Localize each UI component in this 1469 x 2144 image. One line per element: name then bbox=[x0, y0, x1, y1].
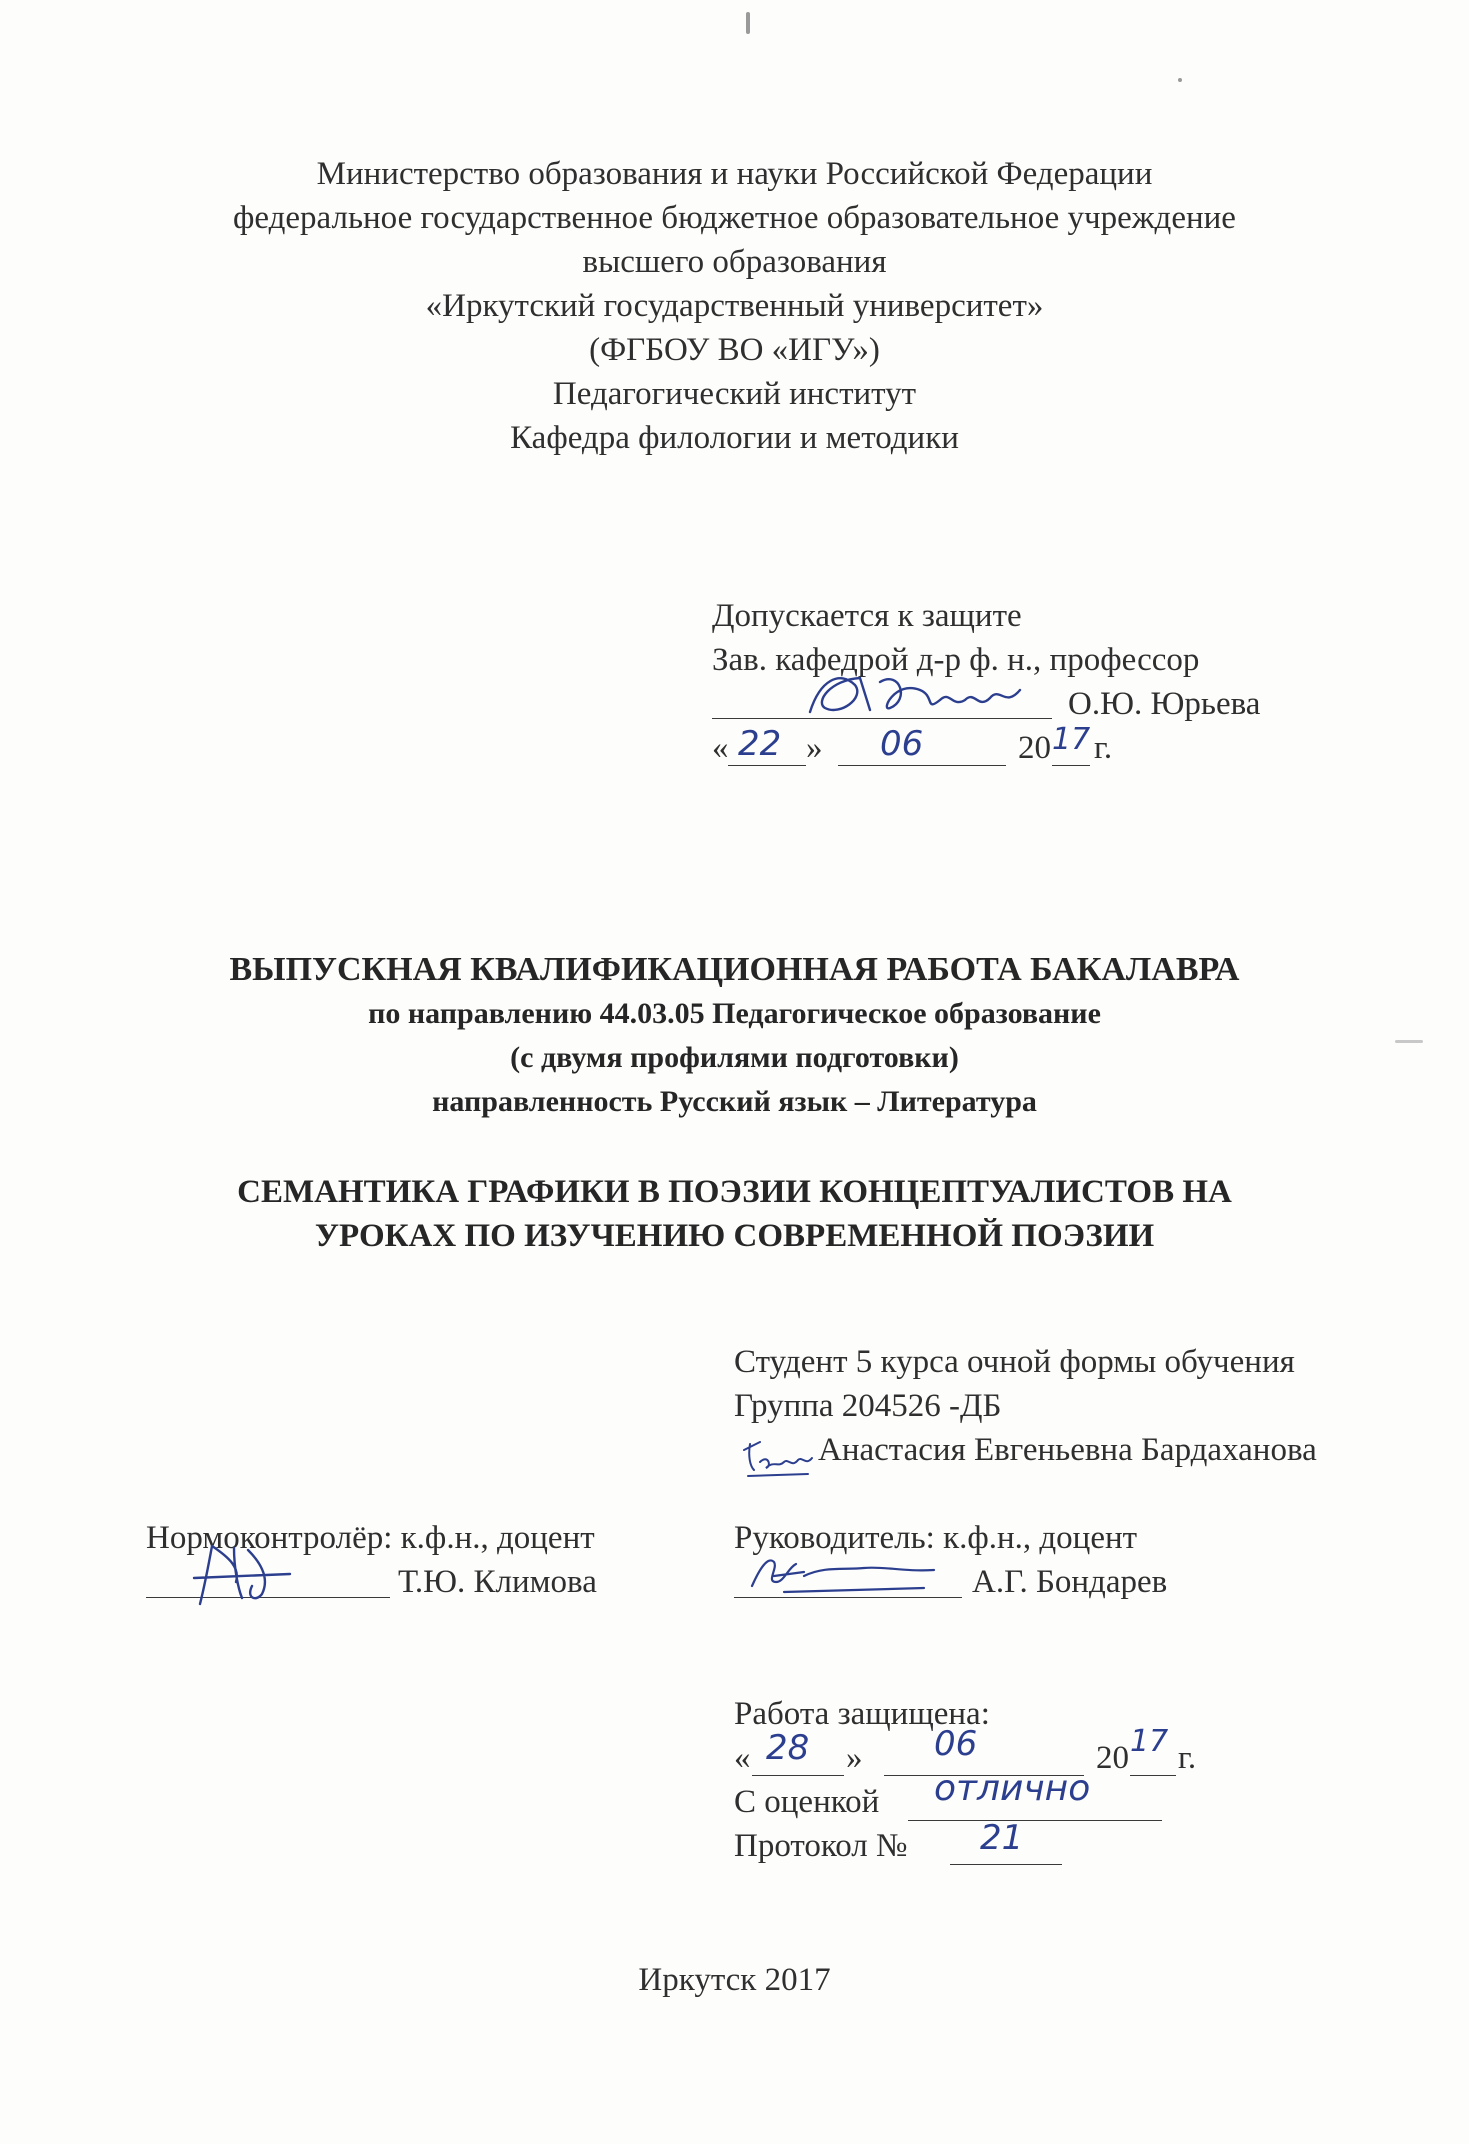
work-profiles: (с двумя профилями подготовки) bbox=[510, 1041, 959, 1074]
grade-value: отлично bbox=[934, 1768, 1091, 1809]
grade-line bbox=[908, 1820, 1162, 1821]
grade-label: С оценкой bbox=[734, 1784, 880, 1820]
work-type: ВЫПУСКНАЯ КВАЛИФИКАЦИОННАЯ РАБОТА БАКАЛАВРА bbox=[229, 951, 1240, 988]
admission-date-mid: » bbox=[806, 730, 823, 766]
student-signature bbox=[738, 1432, 818, 1480]
defense-date-open: « bbox=[734, 1740, 751, 1776]
admission-year-line bbox=[1052, 765, 1090, 766]
scan-speck bbox=[1178, 78, 1182, 82]
supervisor-name: А.Г. Бондарев bbox=[972, 1564, 1168, 1600]
topic-line-1: СЕМАНТИКА ГРАФИКИ В ПОЭЗИИ КОНЦЕПТУАЛИСТОВ НА bbox=[237, 1174, 1232, 1210]
admission-year-prefix: 20 bbox=[1018, 730, 1051, 766]
ministry-line: Министерство образования и науки Российской Федерации bbox=[316, 156, 1153, 192]
education-level-line: высшего образования bbox=[582, 244, 887, 280]
protocol-line bbox=[950, 1864, 1062, 1865]
supervisor-signature bbox=[744, 1548, 944, 1598]
scan-speck bbox=[746, 12, 750, 34]
admission-day: 22 bbox=[738, 724, 782, 764]
university-line: «Иркутский государственный университет» bbox=[425, 288, 1044, 324]
work-focus: направленность Русский язык – Литература bbox=[432, 1085, 1037, 1118]
student-course: Студент 5 курса очной формы обучения bbox=[734, 1344, 1295, 1380]
defense-year-prefix: 20 bbox=[1096, 1740, 1129, 1776]
admission-month: 06 bbox=[880, 724, 924, 764]
head-signature bbox=[800, 660, 1040, 730]
admission-year-suffix: 17 bbox=[1052, 722, 1091, 757]
city-year: Иркутск 2017 bbox=[638, 1962, 831, 1998]
normcontrol-title: Нормоконтролёр: к.ф.н., доцент bbox=[146, 1520, 595, 1556]
protocol-label: Протокол № bbox=[734, 1828, 908, 1864]
supervisor-title: Руководитель: к.ф.н., доцент bbox=[734, 1520, 1138, 1556]
defense-day: 28 bbox=[766, 1728, 810, 1768]
topic-line-2: УРОКАХ ПО ИЗУЧЕНИЮ СОВРЕМЕННОЙ ПОЭЗИИ bbox=[314, 1218, 1155, 1254]
admission-year-end: г. bbox=[1094, 730, 1113, 766]
admission-month-line bbox=[838, 765, 1006, 766]
student-group: Группа 204526 -ДБ bbox=[734, 1388, 1002, 1424]
student-name: Анастасия Евгеньевна Бардаханова bbox=[818, 1432, 1317, 1468]
defense-year-suffix: 17 bbox=[1130, 1724, 1169, 1759]
admission-date-open: « bbox=[712, 730, 729, 766]
university-abbr-line: (ФГБОУ ВО «ИГУ») bbox=[589, 332, 880, 368]
institution-type-line: федеральное государственное бюджетное образовательное учреждение bbox=[233, 200, 1236, 236]
defense-month: 06 bbox=[934, 1724, 978, 1764]
institute-line: Педагогический институт bbox=[552, 376, 917, 412]
defense-day-line bbox=[752, 1775, 844, 1776]
admission-day-line bbox=[728, 765, 806, 766]
normcontrol-name: Т.Ю. Климова bbox=[398, 1564, 597, 1600]
normcontrol-signature bbox=[190, 1538, 300, 1610]
defense-year-line bbox=[1130, 1775, 1176, 1776]
defense-label: Работа защищена: bbox=[734, 1696, 990, 1732]
head-title: Зав. кафедрой д-р ф. н., профессор bbox=[712, 642, 1200, 678]
defense-year-end: г. bbox=[1178, 1740, 1197, 1776]
defense-date-mid: » bbox=[846, 1740, 863, 1776]
department-line: Кафедра филологии и методики bbox=[510, 420, 959, 456]
head-name: О.Ю. Юрьева bbox=[1068, 686, 1261, 722]
work-direction: по направлению 44.03.05 Педагогическое образование bbox=[368, 997, 1101, 1030]
protocol-value: 21 bbox=[980, 1818, 1024, 1858]
admission-label: Допускается к защите bbox=[712, 598, 1022, 634]
